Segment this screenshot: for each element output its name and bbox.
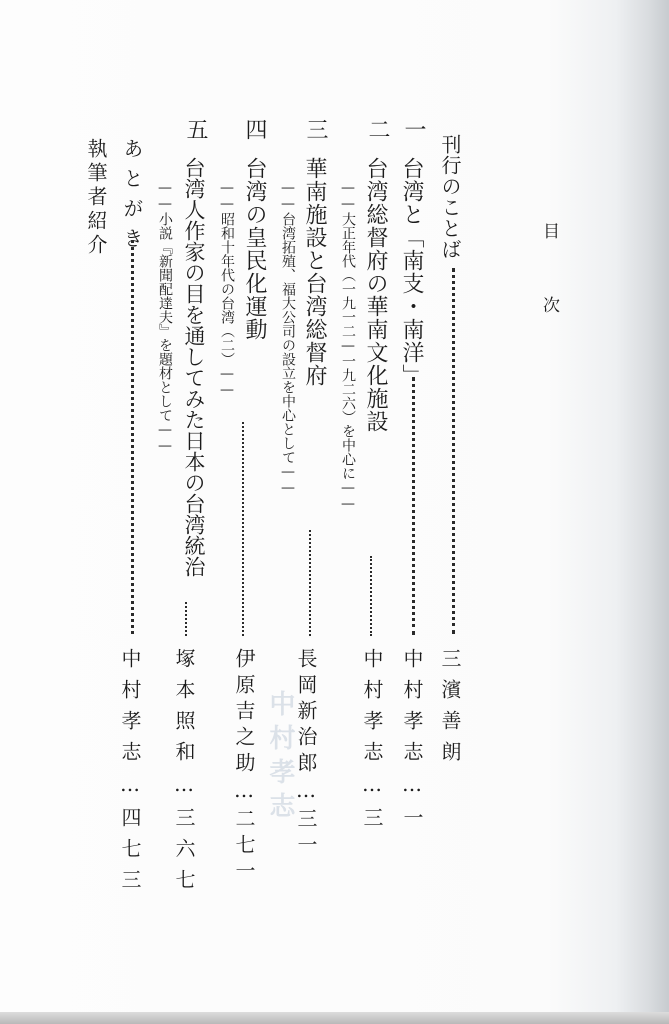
bleed-through-text: 中村孝志	[265, 690, 295, 826]
chapter-author: 塚本照和…三六七	[172, 648, 196, 900]
chapter-title[interactable]: 台湾人作家の目を通してみた日本の台湾統治	[182, 157, 206, 577]
leader-dots	[412, 377, 415, 635]
toc-heading-ji: 次	[539, 296, 559, 313]
chapter-subtitle: ——小説『新聞配達夫』を題材として——	[157, 180, 173, 454]
chapter-number: 三	[303, 118, 328, 140]
chapter-title[interactable]: 台湾の皇民化運動	[242, 157, 267, 341]
chapter-number: 五	[183, 118, 208, 140]
chapter-author: 伊原吉之助…二七一	[232, 648, 256, 886]
afterword-title[interactable]: あとがき	[120, 138, 144, 258]
chapter-number: 二	[365, 118, 390, 140]
leader-dots	[309, 530, 311, 636]
leader-dots	[452, 268, 455, 634]
leader-dots	[131, 240, 134, 634]
chapter-subtitle: ——昭和十年代の台湾（二）——	[219, 180, 235, 398]
page-edge-shadow	[0, 1012, 669, 1024]
leader-dots	[185, 602, 187, 636]
afterword-author: 中村孝志…四七三	[118, 648, 142, 900]
leader-dots	[370, 556, 372, 636]
chapter-number: 四	[242, 118, 267, 140]
contributors-title[interactable]: 執筆者紹介	[84, 138, 108, 258]
chapter-subtitle: ——大正年代（一九一二—一九二六）を中心に——	[340, 180, 356, 512]
chapter-title[interactable]: 台湾と「南支・南洋」	[399, 157, 424, 387]
chapter-author: 中村孝志…一	[400, 648, 424, 838]
chapter-number: 一	[401, 118, 426, 140]
foreword-title[interactable]: 刊行のことば	[438, 134, 462, 260]
chapter-author: 中村孝志…三	[360, 648, 384, 838]
chapter-title[interactable]: 華南施設と台湾総督府	[302, 157, 327, 387]
chapter-title[interactable]: 台湾総督府の華南文化施設	[363, 157, 388, 433]
leader-dots	[242, 422, 244, 636]
foreword-author: 三濱善朗	[438, 648, 462, 772]
toc-heading-moku: 目	[539, 222, 559, 239]
chapter-author: 長岡新治郎…三一	[294, 648, 318, 860]
chapter-subtitle: ——台湾拓殖、福大公司の設立を中心として——	[280, 180, 296, 496]
